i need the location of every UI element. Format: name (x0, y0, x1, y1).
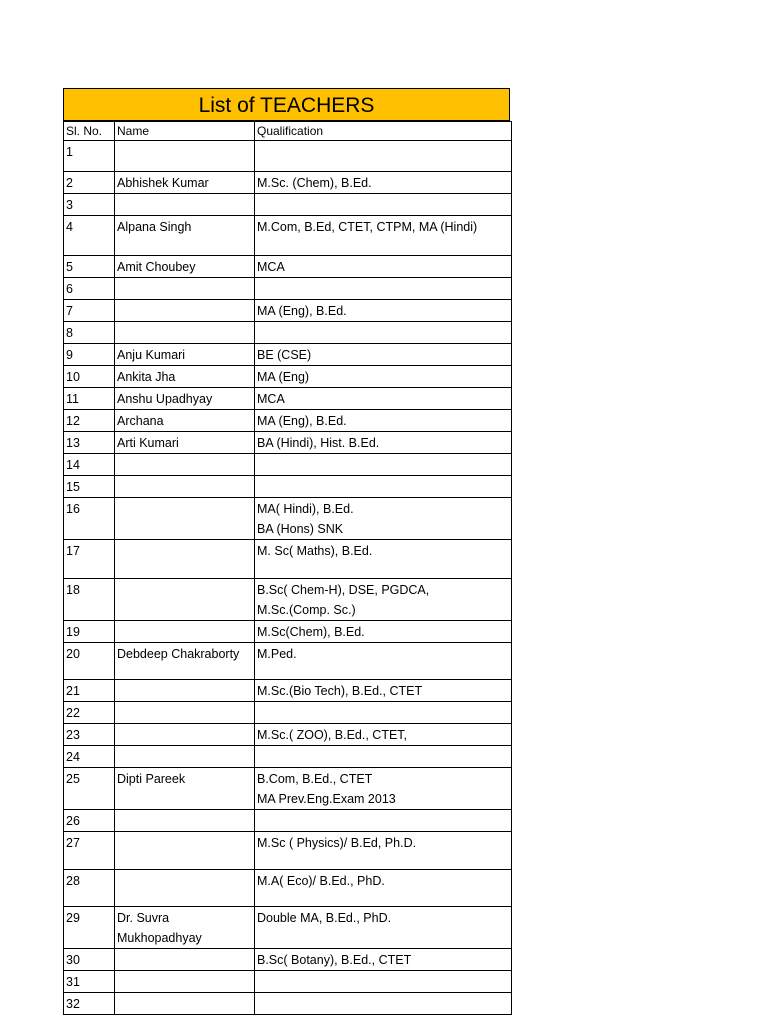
cell-qualification[interactable] (255, 702, 512, 724)
table-row (64, 278, 512, 300)
cell-name[interactable] (115, 746, 255, 768)
cell-name[interactable]: Dr. Suvra Mukhopadhyay (115, 907, 255, 949)
cell-name[interactable]: Debdeep Chakraborty (115, 643, 255, 680)
table-row (64, 680, 512, 702)
table-row (64, 432, 512, 454)
cell-name[interactable] (115, 322, 255, 344)
cell-qualification[interactable]: M.Sc.( ZOO), B.Ed., CTET, (255, 724, 512, 746)
table-row (64, 194, 512, 216)
cell-name[interactable] (115, 724, 255, 746)
cell-sl-no[interactable]: 5 (64, 256, 115, 278)
cell-sl-no[interactable]: 3 (64, 194, 115, 216)
cell-sl-no[interactable]: 26 (64, 810, 115, 832)
table-row (64, 746, 512, 768)
table-row (64, 702, 512, 724)
table-row (64, 993, 512, 1015)
cell-sl-no[interactable]: 25 (64, 768, 115, 810)
sheet-title: List of TEACHERS (63, 88, 510, 121)
cell-name[interactable] (115, 498, 255, 540)
cell-sl-no[interactable]: 10 (64, 366, 115, 388)
table-row (64, 410, 512, 432)
teachers-sheet (63, 88, 510, 1015)
cell-sl-no[interactable]: 21 (64, 680, 115, 702)
cell-qualification[interactable] (255, 971, 512, 993)
cell-name[interactable] (115, 300, 255, 322)
cell-sl-no[interactable]: 18 (64, 579, 115, 621)
cell-qualification[interactable]: M.A( Eco)/ B.Ed., PhD. (255, 870, 512, 907)
cell-sl-no[interactable]: 6 (64, 278, 115, 300)
table-row (64, 498, 512, 540)
cell-qualification[interactable]: BE (CSE) (255, 344, 512, 366)
table-row (64, 949, 512, 971)
teachers-table (63, 121, 512, 1015)
table-row (64, 388, 512, 410)
cell-qualification[interactable] (255, 322, 512, 344)
cell-name[interactable] (115, 810, 255, 832)
cell-sl-no[interactable]: 17 (64, 540, 115, 579)
cell-qualification[interactable]: B.Sc( Chem-H), DSE, PGDCA, M.Sc.(Comp. Sc.) (255, 579, 512, 621)
cell-name[interactable]: Amit Choubey (115, 256, 255, 278)
cell-name[interactable] (115, 454, 255, 476)
table-row (64, 216, 512, 256)
table-row (64, 810, 512, 832)
cell-qualification[interactable]: M.Sc.(Bio Tech), B.Ed., CTET (255, 680, 512, 702)
cell-name[interactable] (115, 621, 255, 643)
cell-qualification[interactable]: BA (Hindi), Hist. B.Ed. (255, 432, 512, 454)
cell-qualification[interactable]: M.Sc. (Chem), B.Ed. (255, 172, 512, 194)
cell-name[interactable] (115, 870, 255, 907)
cell-name[interactable] (115, 832, 255, 870)
cell-name[interactable]: Alpana Singh (115, 216, 255, 256)
table-row (64, 172, 512, 194)
cell-name[interactable] (115, 971, 255, 993)
cell-sl-no[interactable]: 24 (64, 746, 115, 768)
cell-qualification[interactable]: B.Sc( Botany), B.Ed., CTET (255, 949, 512, 971)
table-row (64, 621, 512, 643)
cell-qualification[interactable] (255, 454, 512, 476)
cell-sl-no[interactable]: 28 (64, 870, 115, 907)
table-row (64, 832, 512, 870)
cell-sl-no[interactable]: 1 (64, 141, 115, 172)
cell-name[interactable]: Anju Kumari (115, 344, 255, 366)
cell-name[interactable]: Abhishek Kumar (115, 172, 255, 194)
cell-name[interactable] (115, 949, 255, 971)
cell-name[interactable] (115, 579, 255, 621)
cell-sl-no[interactable]: 19 (64, 621, 115, 643)
cell-name[interactable] (115, 141, 255, 172)
table-row (64, 907, 512, 949)
cell-name[interactable] (115, 194, 255, 216)
table-row (64, 768, 512, 810)
cell-qualification[interactable]: MA (Eng), B.Ed. (255, 410, 512, 432)
cell-name[interactable]: Ankita Jha (115, 366, 255, 388)
cell-sl-no[interactable]: 13 (64, 432, 115, 454)
table-row (64, 540, 512, 579)
cell-qualification[interactable] (255, 141, 512, 172)
table-row (64, 870, 512, 907)
cell-name[interactable]: Archana (115, 410, 255, 432)
header-row (64, 122, 512, 141)
cell-sl-no[interactable]: 30 (64, 949, 115, 971)
cell-qualification[interactable] (255, 810, 512, 832)
cell-qualification[interactable]: MA( Hindi), B.Ed. BA (Hons) SNK (255, 498, 512, 540)
table-row (64, 322, 512, 344)
table-row (64, 724, 512, 746)
header-sl-no[interactable]: Sl. No. (64, 122, 115, 141)
cell-sl-no[interactable]: 32 (64, 993, 115, 1015)
cell-qualification[interactable]: M.Com, B.Ed, CTET, CTPM, MA (Hindi) (255, 216, 512, 256)
cell-sl-no[interactable]: 31 (64, 971, 115, 993)
cell-sl-no[interactable]: 20 (64, 643, 115, 680)
cell-qualification[interactable]: Double MA, B.Ed., PhD. (255, 907, 512, 949)
cell-sl-no[interactable]: 27 (64, 832, 115, 870)
cell-qualification[interactable] (255, 194, 512, 216)
cell-qualification[interactable]: M.Sc ( Physics)/ B.Ed, Ph.D. (255, 832, 512, 870)
cell-name[interactable] (115, 278, 255, 300)
table-row (64, 300, 512, 322)
table-body (64, 141, 512, 1015)
cell-sl-no[interactable]: 15 (64, 476, 115, 498)
table-row (64, 366, 512, 388)
cell-name[interactable]: Arti Kumari (115, 432, 255, 454)
cell-sl-no[interactable]: 9 (64, 344, 115, 366)
cell-qualification[interactable] (255, 476, 512, 498)
cell-name[interactable] (115, 680, 255, 702)
cell-qualification[interactable]: M.Ped. (255, 643, 512, 680)
cell-sl-no[interactable]: 23 (64, 724, 115, 746)
cell-sl-no[interactable]: 8 (64, 322, 115, 344)
table-row (64, 454, 512, 476)
cell-name[interactable]: Dipti Pareek (115, 768, 255, 810)
cell-sl-no[interactable]: 7 (64, 300, 115, 322)
cell-sl-no[interactable]: 22 (64, 702, 115, 724)
header-qualification[interactable]: Qualification (255, 122, 512, 141)
cell-name[interactable] (115, 702, 255, 724)
cell-name[interactable]: Anshu Upadhyay (115, 388, 255, 410)
cell-qualification[interactable] (255, 278, 512, 300)
cell-qualification[interactable]: M.Sc(Chem), B.Ed. (255, 621, 512, 643)
cell-sl-no[interactable]: 2 (64, 172, 115, 194)
cell-qualification[interactable]: MA (Eng) (255, 366, 512, 388)
table-row (64, 476, 512, 498)
table-row (64, 256, 512, 278)
cell-name[interactable] (115, 476, 255, 498)
cell-sl-no[interactable]: 12 (64, 410, 115, 432)
table-row (64, 344, 512, 366)
cell-qualification[interactable] (255, 993, 512, 1015)
cell-qualification[interactable] (255, 746, 512, 768)
table-row (64, 643, 512, 680)
cell-sl-no[interactable]: 4 (64, 216, 115, 256)
cell-qualification[interactable]: MCA (255, 256, 512, 278)
cell-qualification[interactable]: MA (Eng), B.Ed. (255, 300, 512, 322)
cell-sl-no[interactable]: 14 (64, 454, 115, 476)
cell-sl-no[interactable]: 29 (64, 907, 115, 949)
cell-qualification[interactable]: M. Sc( Maths), B.Ed. (255, 540, 512, 579)
table-row (64, 971, 512, 993)
table-row (64, 579, 512, 621)
header-name[interactable]: Name (115, 122, 255, 141)
table-row (64, 141, 512, 172)
cell-qualification[interactable]: MCA (255, 388, 512, 410)
cell-name[interactable] (115, 993, 255, 1015)
cell-sl-no[interactable]: 16 (64, 498, 115, 540)
cell-sl-no[interactable]: 11 (64, 388, 115, 410)
cell-qualification[interactable]: B.Com, B.Ed., CTET MA Prev.Eng.Exam 2013 (255, 768, 512, 810)
cell-name[interactable] (115, 540, 255, 579)
